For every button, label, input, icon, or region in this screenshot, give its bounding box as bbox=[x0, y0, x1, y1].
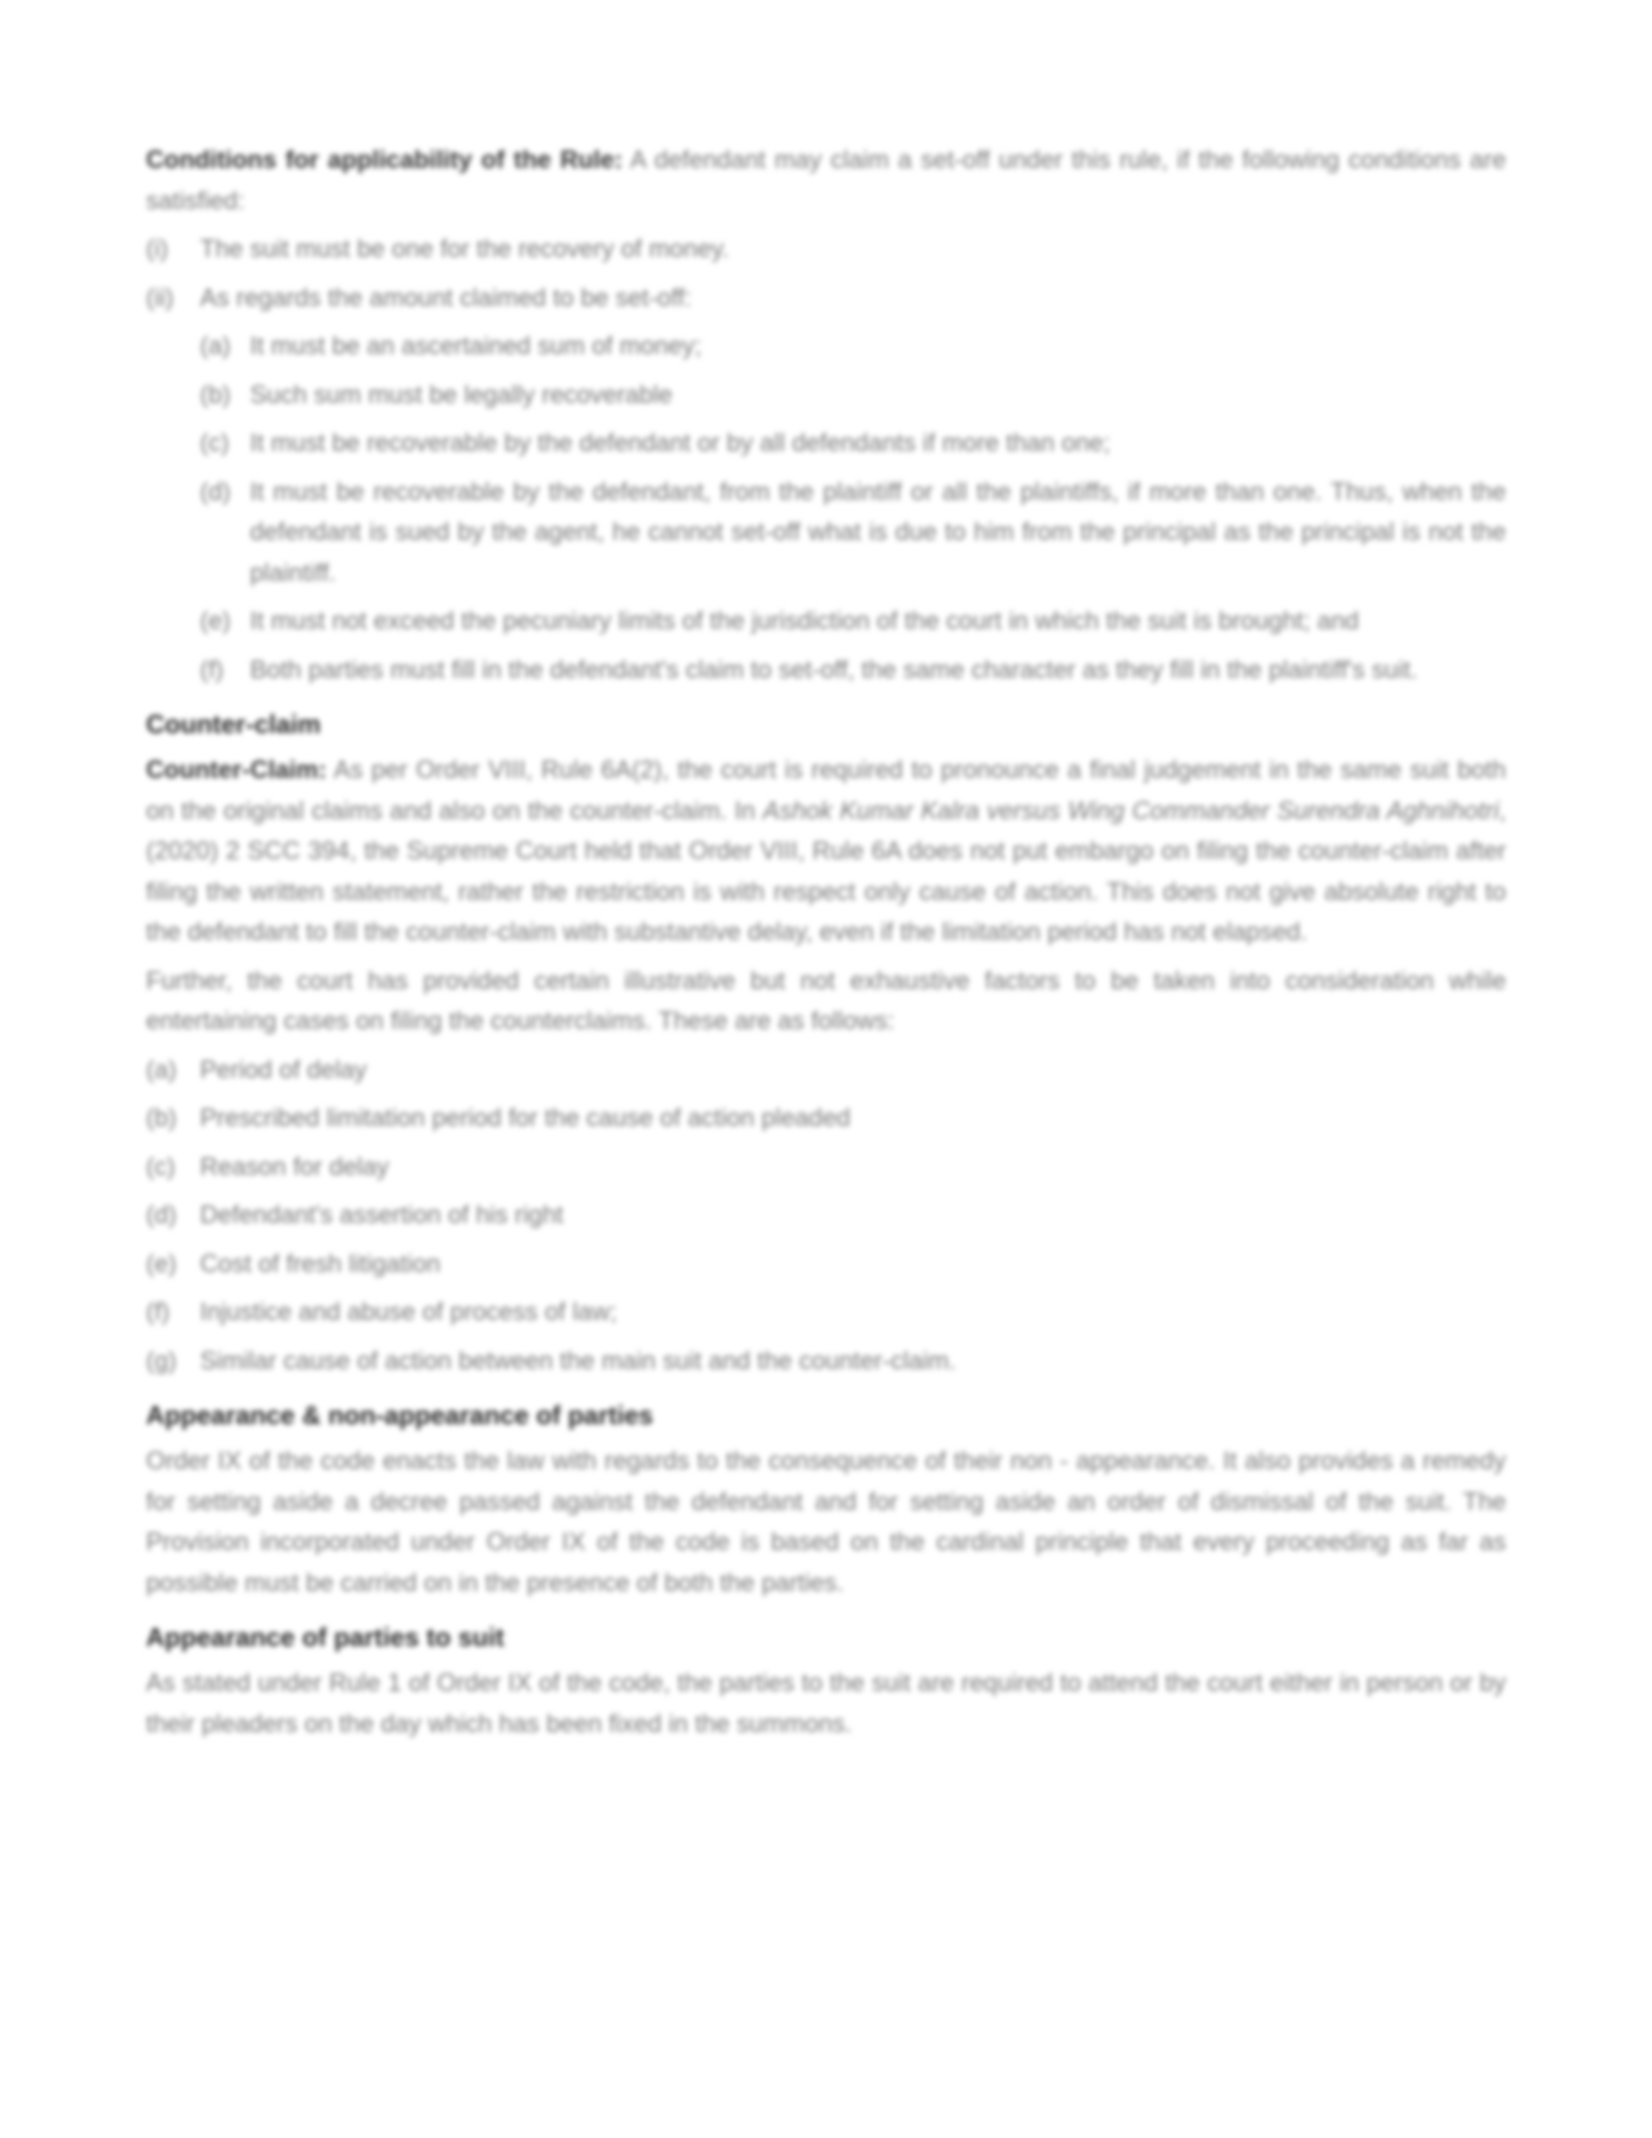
list-marker: (b) bbox=[146, 1104, 177, 1132]
parties-to-suit-paragraph: As stated under Rule 1 of Order IX of the code, the parties to the suit are required to attend the court either in person or by their pleaders on the day which has been fixed in the summons. bbox=[146, 1669, 1506, 1738]
list-marker: (e) bbox=[146, 1249, 177, 1278]
list-item-text: Reason for delay bbox=[200, 1152, 390, 1181]
sub-list-item bbox=[146, 650, 1506, 691]
list-item bbox=[146, 278, 1506, 319]
list-item-text: Similar cause of action between the main suit and the counter-claim. bbox=[200, 1346, 956, 1375]
sub-list-item bbox=[146, 375, 1506, 416]
list-item bbox=[146, 1292, 1506, 1333]
list-item-text: Such sum must be legally recoverable bbox=[250, 380, 673, 409]
list-item-text: It must not exceed the pecuniary limits of the jurisdiction of the court in which the suit is brought; and bbox=[250, 607, 1359, 635]
list-marker: (f) bbox=[146, 1298, 170, 1326]
list-marker: (a) bbox=[200, 332, 231, 360]
conditions-paragraph bbox=[146, 140, 1506, 221]
list-marker: (g) bbox=[146, 1346, 177, 1375]
conditions-lead: Conditions for applicability of the Rule: bbox=[146, 146, 623, 174]
list-item bbox=[146, 1244, 1506, 1285]
list-item-text: Period of delay bbox=[200, 1055, 367, 1084]
list-item bbox=[146, 229, 1506, 270]
list-item-text: Injustice and abuse of process of law; bbox=[200, 1298, 617, 1326]
list-item-text: It must be recoverable by the defendant, from the plaintiff or all the plaintiffs, if more than one. Thus, when the defendant is sued by the agent, he cannot set-off what is due to him from the principal as the principal is not the plaintiff. bbox=[250, 477, 1506, 587]
counter-claim-text-1: As per Order VIII, Rule 6A(2), the court is required to pronounce a final judgement in the same suit both on the original claims and also on the counter-claim. In bbox=[146, 756, 1506, 825]
list-marker: (d) bbox=[146, 1201, 177, 1229]
list-item bbox=[146, 1341, 1506, 1382]
list-marker: (a) bbox=[146, 1055, 177, 1084]
parties-to-suit-heading: Appearance of parties to suit bbox=[146, 1622, 505, 1652]
list-marker: (c) bbox=[146, 1152, 176, 1181]
case-name: Ashok Kumar Kalra versus Wing Commander Surendra Aghnihotri bbox=[762, 796, 1500, 825]
list-item-text: Defendant's assertion of his right bbox=[200, 1201, 564, 1229]
list-item bbox=[146, 1195, 1506, 1236]
list-item-text: Cost of fresh litigation bbox=[200, 1249, 441, 1278]
counter-claim-paragraph bbox=[146, 750, 1506, 953]
further-paragraph: Further, the court has provided certain illustrative but not exhaustive factors to be taken into consideration while entertaining cases on filing the counterclaims. These are as follows: bbox=[146, 966, 1506, 1035]
list-marker: (ii) bbox=[146, 283, 174, 312]
list-marker: (i) bbox=[146, 235, 169, 263]
list-item-text: As regards the amount claimed to be set-off: bbox=[200, 283, 692, 312]
list-item bbox=[146, 1050, 1506, 1091]
list-marker: (d) bbox=[200, 477, 231, 506]
counter-claim-lead: Counter-Claim: bbox=[146, 756, 327, 784]
list-item-text: It must be an ascertained sum of money; bbox=[250, 332, 702, 360]
sub-list-item bbox=[146, 326, 1506, 367]
list-item bbox=[146, 1147, 1506, 1188]
appearance-heading: Appearance & non-appearance of parties bbox=[146, 1400, 654, 1430]
conditions-text: A defendant may claim a set-off under this rule, if the following conditions are satisfied: bbox=[146, 146, 1506, 215]
list-marker: (f) bbox=[200, 655, 224, 684]
list-item bbox=[146, 1098, 1506, 1139]
sub-list-item bbox=[146, 423, 1506, 464]
list-marker: (e) bbox=[200, 607, 231, 635]
list-item-text: Prescribed limitation period for the cause of action pleaded bbox=[200, 1104, 851, 1132]
list-item-text: Both parties must fill in the defendant's claim to set-off, the same character as they fill in the plaintiff's suit. bbox=[250, 655, 1418, 684]
counter-claim-text-2: , (2020) 2 SCC 394, the Supreme Court held that Order VIII, Rule 6A does not put embargo on filing the counter-claim after filing the written statement, rather the restriction is with respect only cause of action. This does not give absolute right to the defendant to fill the counter-claim with substantive delay, even if the limitation period has not elapsed. bbox=[146, 796, 1506, 946]
appearance-paragraph: Order IX of the code enacts the law with regards to the consequence of their non - appearance. It also provides a remedy for setting aside a decree passed against the defendant and for setting aside an order of dismissal of the suit. The Provision incorporated under Order IX of the code is based on the cardinal principle that every proceeding as far as possible must be carried on in the presence of both the parties. bbox=[146, 1447, 1506, 1597]
list-item-text: The suit must be one for the recovery of money. bbox=[200, 235, 729, 263]
list-marker: (c) bbox=[200, 429, 230, 457]
sub-list-item bbox=[146, 472, 1506, 594]
list-marker: (b) bbox=[200, 380, 231, 409]
counter-claim-heading: Counter-claim bbox=[146, 709, 321, 739]
list-item-text: It must be recoverable by the defendant or by all defendants if more than one; bbox=[250, 429, 1111, 457]
document-page bbox=[146, 140, 1506, 1752]
sub-list-item bbox=[146, 601, 1506, 642]
